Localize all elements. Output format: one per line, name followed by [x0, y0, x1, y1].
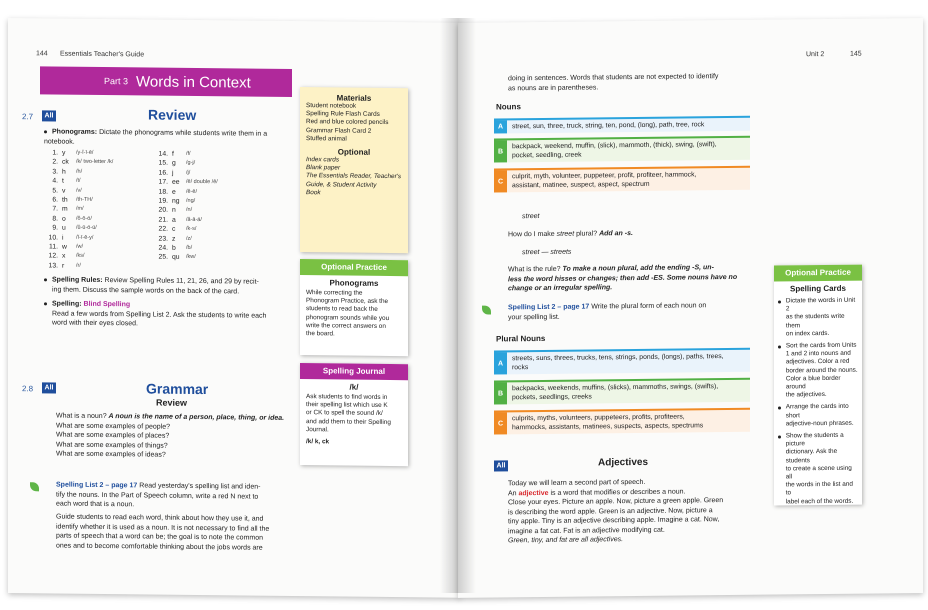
spelling-card-line: Show the students a picture	[785, 431, 844, 448]
plurals-tag-b: B	[494, 382, 507, 404]
left-running-head: Essentials Teacher's Guide	[60, 50, 145, 59]
part-banner	[40, 66, 292, 97]
spelling-list-link[interactable]: Spelling List 2 – page 17	[56, 481, 138, 490]
all-badge-grammar: All	[42, 382, 56, 393]
phonogram: h	[62, 168, 66, 176]
phonogram: th	[62, 196, 68, 204]
phonogram-sound: /ă-ā-ä/	[186, 216, 202, 223]
phonogram-sound: /v/	[76, 187, 82, 194]
adj-line-7: Green, tiny, and fat are all adjectives.	[508, 536, 624, 545]
phonogram-sound: /g-j/	[186, 160, 196, 167]
phonogram-number: 4.	[52, 177, 58, 185]
plurals-box-b	[494, 378, 750, 405]
rule-line-3: change or an irregular spelling.	[508, 284, 613, 293]
spelling-journal-sidebar	[300, 363, 408, 466]
spelling-journal-line: Ask students to find words in	[306, 393, 388, 401]
phonogram-number: 15.	[158, 159, 168, 168]
optional-practice-header: Optional Practice	[300, 259, 408, 276]
plurals-words: backpacks, weekends, muffins, (slicks), mammoths, swings, (swifts),	[512, 383, 719, 393]
phonogram-sound: /kw/	[186, 254, 196, 261]
optional-title: Optional	[337, 147, 371, 157]
spelling-cards-list	[774, 293, 862, 507]
all-badge-review: All	[42, 110, 56, 121]
plural-task-1: Write the plural form of each noun on	[591, 302, 707, 311]
plurals-box-c	[494, 408, 750, 435]
adj-line-3: Close your eyes. Picture an apple. Now, picture a green apple. Green	[508, 497, 724, 507]
spelling-card-line: the adjectives.	[785, 391, 827, 399]
intro-paragraph	[508, 71, 788, 93]
grammar-heading: Grammar	[146, 380, 209, 398]
blind-spelling-link: Blind Spelling	[83, 300, 131, 309]
plurals-words: rocks	[512, 364, 529, 372]
adjectives-paragraph	[508, 476, 783, 545]
phonogram: o	[62, 215, 66, 223]
phonogram-number: 2.	[52, 158, 58, 166]
guide-paragraph	[56, 513, 311, 554]
adj-l2c: is a word that modifies or describes a noun.	[550, 487, 686, 497]
phonogram: t	[62, 177, 64, 185]
optional-practice-phonograms	[300, 259, 408, 356]
phonogram-number: 9.	[52, 224, 58, 232]
phonogram-sound: /ĕ-ē/	[186, 188, 198, 195]
spelling-card-bullet	[778, 432, 858, 507]
phonogram-number: 7.	[52, 205, 58, 213]
optional-practice-line: write the correct answers on	[306, 321, 386, 330]
nouns-words: street, sun, three, truck, string, ten, pond, (long), path, tree, rock	[512, 121, 705, 131]
section-number-grammar: 2.8	[22, 384, 34, 394]
spelling-label: Spelling:	[52, 300, 82, 308]
right-page	[458, 18, 923, 598]
adjectives-heading: Adjectives	[598, 456, 649, 469]
plural-task-2: your spelling list.	[508, 313, 560, 321]
optional-item: Blank paper	[306, 164, 341, 172]
spelling-list-link-right[interactable]: Spelling List 2 – page 17	[508, 303, 590, 312]
optional-practice-header-right: Optional Practice	[774, 265, 862, 282]
phonogram-number: 3.	[52, 168, 58, 176]
phonogram: qu	[172, 254, 180, 262]
phonogram: i	[62, 234, 64, 242]
phonogram-sound: /w/	[76, 243, 84, 250]
spelling-journal-line: or CK to spell the sound /k/	[306, 409, 383, 418]
materials-sidebar	[300, 87, 408, 253]
phonogram-number: 8.	[52, 215, 58, 223]
guide-line-1: Guide students to read each word, think about how they use it, and	[56, 513, 264, 523]
spelling-journal-footer: /k/ k, ck	[306, 438, 330, 446]
phonogram-sound: /ng/	[186, 197, 196, 204]
phonogram-sound: /z/	[186, 235, 192, 242]
phonogram-list-col2	[158, 150, 246, 264]
plural-nouns-heading: Plural Nouns	[496, 333, 546, 344]
phonogram: w	[62, 243, 67, 251]
bullet-icon	[778, 346, 781, 349]
bullet-icon	[44, 278, 47, 281]
phonogram: b	[172, 244, 176, 252]
spelling-journal-header: Spelling Journal	[300, 363, 408, 380]
phonograms-label: Phonograms:	[52, 128, 98, 136]
phonogram-number: 21.	[158, 216, 168, 224]
phonograms-sidebar-title: Phonograms	[329, 278, 379, 288]
plurals-tag-a: A	[494, 352, 507, 374]
material-item: Red and blue colored pencils	[306, 118, 389, 127]
bullet-icon	[44, 130, 47, 133]
spelling-journal-line: their spelling list which use K	[306, 401, 388, 410]
phonogram: z	[172, 235, 176, 243]
spelling-text-1: Read a few words from Spelling List 2. Ask the students to write each	[52, 309, 267, 320]
phonogram-number: 16.	[158, 169, 168, 177]
optional-list	[306, 156, 402, 198]
banner-part: Part 3	[104, 76, 129, 87]
material-item: Grammar Flash Card 2	[306, 126, 372, 135]
plural-q-text: How do I make	[508, 230, 555, 239]
phonograms-instruction	[44, 127, 299, 149]
material-item: Student notebook	[306, 102, 357, 110]
adjective-term: adjective	[518, 489, 549, 497]
optional-item: Book	[306, 188, 321, 197]
phonogram-number: 23.	[158, 235, 168, 243]
guide-line-2: identify whether it is used as a noun. It is not necessary to find all the	[56, 523, 270, 533]
list-text-2: tify the nouns. In the Part of Speech column, write a red N next to	[56, 491, 259, 501]
phonograms-text: Dictate the phonograms while students write them in a notebook.	[44, 128, 268, 146]
phonogram: g	[172, 160, 176, 168]
adj-line-5: tiny apple. Tiny is an adjective describing apple. Imagine a cat. Now,	[508, 516, 720, 526]
list-text-1: Read yesterday's spelling list and iden-	[139, 482, 261, 491]
nouns-words: culprit, myth, volunteer, puppeteer, profit, profiteer, hammock,	[512, 171, 697, 181]
phonogram-number: 1.	[52, 149, 58, 157]
spelling-text-2: word with their eyes closed.	[52, 319, 138, 328]
leaf-icon	[482, 306, 491, 315]
q-noun: What is a noun?	[56, 412, 107, 421]
guide-line-3: parts of speech that a word can be; the goal is to note the common	[56, 532, 264, 542]
rule-line-2: less the word hisses or changes; then add -ES. Some nouns have no	[508, 273, 738, 283]
bullet-icon	[778, 300, 781, 303]
phonogram-number: 24.	[158, 244, 168, 252]
spelling-card-line: on index cards.	[785, 329, 830, 338]
adj-line-6: imagine a fat cat. Fat is an adjective modifying cat.	[508, 526, 665, 535]
phonogram: u	[62, 224, 66, 232]
nouns-heading: Nouns	[496, 102, 521, 112]
phonogram-list-col1	[48, 148, 136, 271]
intro-line-1: doing in sentences. Words that students are not expected to identify	[508, 73, 719, 83]
review-heading: Review	[148, 106, 197, 123]
optional-practice-spelling-cards	[774, 265, 862, 506]
intro-line-2: as nouns are in parentheses.	[508, 83, 599, 92]
phonogram-sound: /ē/ double /ē/	[186, 179, 218, 186]
nouns-words: pocket, seedling, creek	[512, 151, 582, 160]
phonogram: ng	[172, 197, 180, 205]
q-places: What are some examples of places?	[56, 431, 170, 440]
phonogram: ee	[172, 178, 180, 186]
materials-list	[306, 102, 402, 144]
plurals-tag-c: C	[494, 412, 507, 434]
spelling-card-text	[786, 297, 858, 339]
phonogram-number: 11.	[49, 243, 58, 251]
spelling-card-line: dictionary. Ask the students	[785, 448, 838, 465]
spelling-card-line: to create a scene using all	[785, 464, 852, 481]
spelling-card-line: Color a blue border around	[785, 374, 841, 391]
material-item: Spelling Rule Flash Cards	[306, 110, 380, 119]
adj-line-1: Today we will learn a second part of speech.	[508, 478, 646, 488]
optional-item: Index cards	[306, 156, 340, 164]
rules-label: Spelling Rules:	[52, 276, 103, 284]
phonogram-row	[48, 261, 136, 271]
phonogram: r	[62, 262, 65, 270]
spelling-card-bullet	[778, 342, 858, 400]
spelling-card-line: adjective-noun phrases.	[785, 419, 854, 428]
adj-l2a: An	[508, 489, 517, 497]
all-badge-adjectives: All	[494, 460, 508, 471]
phonogram-sound: /k/ two-letter /k/	[76, 159, 114, 166]
spelling-card-text	[786, 342, 858, 400]
phonogram: y	[62, 149, 66, 157]
blind-spelling	[44, 299, 304, 330]
phonogram-sound: /th-TH/	[76, 196, 93, 203]
bullet-icon	[778, 407, 781, 410]
phonogram: f	[172, 150, 174, 158]
phonogram-sound: /m/	[76, 206, 84, 213]
spelling-card-bullet	[778, 297, 858, 339]
spelling-rules	[44, 275, 299, 297]
left-page-number: 144	[36, 50, 48, 58]
nouns-box-a	[494, 116, 750, 134]
right-running-head: Unit 2	[806, 51, 825, 59]
spelling-card-line: Sort the cards from Units	[785, 341, 857, 350]
spelling-cards-title: Spelling Cards	[789, 283, 846, 294]
rule-paragraph	[508, 262, 788, 293]
optional-item: Guide, & Student Activity	[306, 180, 377, 189]
phonogram-number: 6.	[52, 196, 58, 204]
nouns-box-c	[494, 166, 750, 193]
phonogram-sound: /b/	[186, 244, 193, 251]
phonogram-sound: /r/	[76, 262, 81, 269]
left-page	[8, 18, 460, 598]
plurals-words: hammocks, assistants, matinees, suspects, aspects, spectrums	[512, 422, 704, 432]
nouns-tag-c: C	[494, 170, 507, 192]
spelling-card-line: as the students write them	[785, 313, 845, 330]
phonogram: n	[172, 207, 176, 215]
phonogram-number: 19.	[158, 197, 168, 205]
adj-line-4: is describing the word apple. Green is an adjective. Now, picture a	[508, 506, 713, 516]
phonogram-number: 18.	[158, 188, 168, 196]
spelling-journal-line: and add them to their Spelling	[306, 417, 391, 426]
nouns-tag-b: B	[494, 140, 507, 162]
phonogram-number: 12.	[48, 252, 58, 260]
street-arrow: street — streets	[522, 248, 572, 257]
phonogram-number: 22.	[158, 225, 168, 233]
phonogram-number: 20.	[158, 206, 168, 215]
spelling-card-bullet	[778, 403, 858, 428]
phonogram-sound: /t/	[76, 177, 81, 184]
phonogram-number: 17.	[158, 178, 168, 186]
spelling-list-task	[56, 481, 311, 512]
spelling-card-text	[786, 403, 858, 428]
phonogram: j	[172, 169, 174, 177]
section-number-review: 2.7	[22, 112, 34, 122]
phonogram-number: 10.	[48, 233, 58, 242]
spelling-journal-text	[300, 391, 408, 437]
rules-text-1: Review Spelling Rules 11, 21, 26, and 29 by recit-	[104, 277, 259, 286]
plural-q-end: plural?	[576, 230, 598, 238]
optional-practice-line: phonogram sounds while you	[306, 313, 390, 322]
street-word: street	[522, 213, 540, 221]
plurals-words: streets, suns, threes, trucks, tens, strings, ponds, (longs), paths, trees,	[512, 353, 724, 363]
optional-practice-line: Phonogram Practice, ask the	[306, 297, 389, 306]
spelling-journal-title: /k/	[349, 382, 359, 392]
nouns-words: backpack, weekend, muffin, (slick), mammoth, (thick), swing, (swift),	[512, 141, 717, 151]
plural-answer: Add an -s.	[599, 230, 633, 238]
spelling-card-line: border around the nouns.	[785, 366, 858, 375]
right-page-number: 145	[850, 50, 862, 58]
plurals-words: culprits, myths, volunteers, puppeteers, profits, profiteers,	[512, 413, 685, 423]
spelling-card-line: Dictate the words in Unit 2	[785, 296, 856, 313]
phonogram-sound: /ks/	[76, 253, 85, 260]
materials-title: Materials	[336, 93, 372, 103]
phonogram-number: 5.	[52, 187, 58, 195]
phonogram-sound: /ĭ-ī-ē-y/	[76, 234, 94, 241]
phonogram-sound: /k-s/	[186, 225, 197, 233]
spelling-card-line: the words in the list and to	[785, 480, 853, 497]
banner-title: Words in Context	[136, 72, 251, 92]
guide-line-4: ones and to become comfortable thinking about the jobs words are	[56, 542, 263, 552]
phonogram: c	[172, 225, 176, 233]
phonogram-sound: /ŭ-ū-ö-ü/	[76, 224, 97, 232]
plural-q-italic: street	[556, 230, 575, 238]
phonogram-sound: /f/	[186, 150, 191, 157]
spelling-card-line: adjectives. Color a red	[785, 358, 850, 366]
plural-task	[508, 301, 778, 323]
rule-line-1: To make a noun plural, add the ending -S, un-	[562, 264, 714, 273]
bullet-icon	[778, 436, 781, 439]
phonogram-sound: /ŏ-ō-ö/	[76, 215, 92, 222]
phonogram-number: 25.	[158, 253, 168, 261]
phonogram-sound: /y-ĭ-ī-ē/	[76, 149, 94, 156]
plurals-words: pockets, seedlings, creeks	[512, 393, 592, 402]
plural-question	[508, 228, 768, 240]
optional-practice-line: While correcting the	[306, 289, 363, 297]
plurals-box-a	[494, 348, 750, 375]
phonogram: a	[172, 216, 176, 224]
phonogram: ck	[62, 158, 69, 167]
spelling-card-line: label each of the words.	[785, 497, 854, 506]
spelling-journal-line: Journal.	[306, 425, 329, 434]
nouns-box-b	[494, 136, 750, 163]
material-item: Stuffed animal	[306, 134, 347, 143]
rule-question: What is the rule?	[508, 265, 561, 274]
q-things: What are some examples of things?	[56, 441, 168, 450]
nouns-words: assistant, matinee, suspect, aspect, spectrum	[512, 180, 650, 190]
rules-text-2: ing them. Discuss the sample words on the back of the card.	[52, 285, 240, 295]
phonogram-sound: /h/	[76, 168, 83, 175]
phonogram: v	[62, 187, 66, 195]
spelling-card-text	[786, 432, 858, 507]
list-text-3: each word that is a noun.	[56, 500, 135, 509]
phonogram-sound: /n/	[186, 207, 193, 214]
a-noun: A noun is the name of a person, place, thing, or idea.	[108, 413, 285, 422]
optional-practice-line: students to read back the	[306, 305, 378, 314]
grammar-subheading: Review	[156, 397, 188, 408]
phonogram: m	[62, 205, 68, 213]
phonogram-number: 14.	[158, 150, 168, 158]
q-ideas: What are some examples of ideas?	[56, 450, 166, 459]
optional-item: The Essentials Reader, Teacher's	[306, 172, 402, 181]
phonogram: e	[172, 188, 176, 196]
nouns-tag-a: A	[494, 120, 507, 133]
optional-practice-line: the board.	[306, 330, 335, 338]
phonogram: x	[62, 252, 66, 260]
phonogram-row	[158, 253, 246, 263]
spelling-card-line: Arrange the cards into short	[785, 403, 849, 420]
q-people: What are some examples of people?	[56, 422, 171, 431]
phonogram-number: 13.	[48, 262, 58, 270]
bullet-icon	[44, 302, 47, 305]
leaf-icon	[30, 482, 39, 491]
spelling-card-line: 1 and 2 into nouns and	[785, 349, 851, 358]
noun-questions	[56, 412, 306, 462]
optional-practice-text	[300, 287, 408, 341]
phonogram-sound: /j/	[186, 169, 191, 176]
